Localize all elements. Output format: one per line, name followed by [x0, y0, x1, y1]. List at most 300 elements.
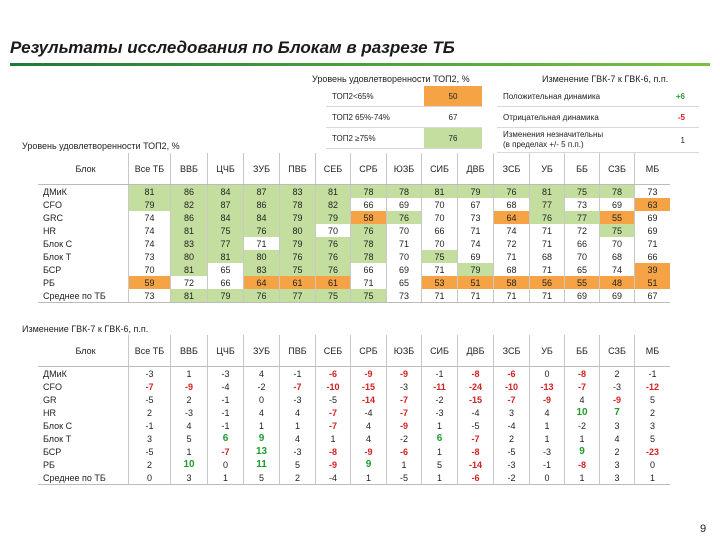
table-cell: 1	[422, 419, 458, 432]
table-cell: -5	[129, 445, 171, 458]
table-cell: 9	[244, 432, 280, 445]
table-row	[38, 224, 670, 237]
table-cell: -7	[316, 419, 351, 432]
table-cell: 1	[244, 419, 280, 432]
table-cell: 3	[600, 419, 635, 432]
table-cell: 83	[171, 237, 208, 250]
table-cell: 71	[422, 289, 458, 303]
table-cell: -9	[387, 419, 422, 432]
table-cell: 2	[171, 393, 208, 406]
table-cell: 55	[600, 211, 635, 224]
column-header: ВВБ	[171, 335, 208, 367]
table-cell: 74	[458, 237, 494, 250]
column-header: ЮЗБ	[387, 335, 422, 367]
table-cell: 76	[280, 250, 316, 263]
legend-left-caption: Уровень удовлетворенности ТОП2, %	[312, 74, 470, 84]
table-cell: 70	[565, 250, 600, 263]
table-cell: 70	[422, 198, 458, 211]
table-cell: -7	[494, 393, 530, 406]
table-cell: 75	[565, 185, 600, 199]
table-cell: -4	[458, 406, 494, 419]
table-cell: 5	[649, 433, 655, 444]
table-cell: 71	[244, 237, 280, 250]
table-cell: 73	[387, 289, 422, 303]
table-cell: 70	[600, 237, 635, 250]
table-cell: 58	[351, 211, 387, 224]
row-label: Среднее по ТБ	[38, 289, 129, 303]
table-cell: 55	[565, 276, 600, 289]
table-cell: 64	[244, 276, 280, 289]
table-cell: 1	[422, 445, 458, 458]
column-header: СЗБ	[600, 153, 635, 185]
table-cell: -1	[648, 368, 657, 379]
header-row	[38, 335, 670, 367]
legend-row	[326, 107, 482, 128]
column-header: ЦЧБ	[208, 153, 244, 185]
table-row	[38, 445, 670, 458]
table-cell: 86	[171, 185, 208, 199]
legend-neutral-value: 1	[639, 128, 699, 153]
table-cell: 66	[647, 251, 658, 262]
table-cell: -6	[494, 367, 530, 381]
table-cell: -2	[494, 471, 530, 485]
table-cell: 9	[565, 445, 600, 458]
table2-caption: Изменение ГВК-7 к ГВК-6, п.п.	[22, 324, 149, 334]
legend-right-caption: Изменение ГВК-7 к ГВК-6, п.п.	[542, 74, 669, 84]
table-cell: 66	[422, 224, 458, 237]
table-cell: 13	[244, 445, 280, 458]
legend-positive-value: +6	[639, 86, 699, 107]
column-header: ББ	[565, 153, 600, 185]
column-header: СЕБ	[316, 335, 351, 367]
table-cell: 1	[635, 471, 671, 485]
table-row	[38, 211, 670, 224]
table-cell: 66	[565, 237, 600, 250]
table-cell: -7	[208, 445, 244, 458]
table-cell: 78	[387, 185, 422, 199]
title-underline	[10, 63, 710, 66]
row-label: HR	[38, 406, 129, 419]
table-cell: -7	[387, 406, 422, 419]
table-cell: 75	[351, 289, 387, 303]
table-row	[38, 198, 670, 211]
table-cell: 79	[316, 211, 351, 224]
table-cell: 5	[422, 458, 458, 471]
table-cell: -1	[280, 367, 316, 381]
header-row	[38, 153, 670, 185]
column-header: ПВБ	[280, 153, 316, 185]
table-cell: -3	[422, 406, 458, 419]
table-row	[38, 237, 670, 250]
legend-label: Положительная динамика	[497, 86, 639, 107]
column-header: ББ	[565, 335, 600, 367]
table-cell: 4	[351, 432, 387, 445]
table-cell: 76	[351, 224, 387, 237]
table-cell: -15	[351, 380, 387, 393]
table-cell: 70	[422, 237, 458, 250]
table-cell: -4	[494, 419, 530, 432]
table-cell: 4	[530, 406, 565, 419]
table-cell: 77	[565, 211, 600, 224]
table-cell: 2	[129, 458, 171, 471]
column-header: СРБ	[351, 335, 387, 367]
table-cell: 76	[244, 289, 280, 303]
table-cell: 74	[129, 237, 171, 250]
table-cell: 71	[494, 250, 530, 263]
row-label: CFO	[38, 198, 129, 211]
table-cell: 5	[280, 458, 316, 471]
table-cell: 6	[422, 432, 458, 445]
table-cell: 7	[600, 406, 635, 419]
table-cell: -9	[530, 393, 565, 406]
table-cell: 78	[351, 250, 387, 263]
table-cell: 2	[129, 406, 171, 419]
table-cell: 68	[530, 250, 565, 263]
table-cell: -5	[494, 445, 530, 458]
table-cell: 5	[649, 394, 655, 405]
table-cell: 75	[316, 289, 351, 303]
table-cell: 69	[600, 198, 635, 211]
column-header: ВВБ	[171, 153, 208, 185]
legend-row	[497, 86, 699, 107]
legend-label: ТОП2 ≥75%	[326, 128, 424, 149]
table-cell: 81	[171, 224, 208, 237]
column-header: Все ТБ	[129, 335, 171, 367]
row-label: Блок С	[38, 237, 129, 250]
table-cell: 78	[351, 185, 387, 199]
table-cell: -3	[171, 406, 208, 419]
legend-satisfaction	[326, 86, 482, 149]
table-cell: -2	[244, 380, 280, 393]
table-cell: 73	[458, 211, 494, 224]
table-cell: 1	[280, 419, 316, 432]
table-cell: 76	[316, 250, 351, 263]
column-header: ЗУБ	[244, 335, 280, 367]
table-cell: 5	[171, 432, 208, 445]
column-header: ЗСБ	[494, 335, 530, 367]
table-cell: -5	[458, 419, 494, 432]
table-cell: 4	[280, 432, 316, 445]
table-cell: -10	[494, 380, 530, 393]
legend-swatch-mid: 67	[424, 107, 482, 128]
table-cell: 65	[565, 263, 600, 276]
table-cell: 1	[565, 432, 600, 445]
column-header: СИБ	[422, 153, 458, 185]
table-cell: 1	[316, 432, 351, 445]
legend-row	[497, 107, 699, 128]
table-cell: 70	[316, 224, 351, 237]
table-cell: -5	[129, 393, 171, 406]
row-label: Блок Т	[38, 250, 129, 263]
table-cell: 79	[280, 211, 316, 224]
table-cell: 81	[316, 185, 351, 199]
column-header: Все ТБ	[129, 153, 171, 185]
table-row	[38, 185, 670, 199]
table-cell: 73	[129, 289, 171, 303]
table-cell: 81	[208, 250, 244, 263]
table-cell: -6	[458, 471, 494, 485]
table-cell: 2	[600, 367, 635, 381]
satisfaction-table	[38, 153, 670, 303]
table-cell: 77	[208, 237, 244, 250]
table-cell: 78	[351, 237, 387, 250]
table-cell: 78	[280, 198, 316, 211]
table-cell: 70	[129, 263, 171, 276]
table-cell: 87	[208, 198, 244, 211]
column-header: ДВБ	[458, 153, 494, 185]
table-cell: -3	[600, 380, 635, 393]
table-row	[38, 432, 670, 445]
table-cell: 71	[530, 224, 565, 237]
table-cell: 66	[208, 276, 244, 289]
table-cell: -7	[316, 406, 351, 419]
table-cell: 70	[422, 211, 458, 224]
table-cell: -7	[458, 432, 494, 445]
table-cell: 0	[530, 471, 565, 485]
table-cell: 1	[422, 471, 458, 485]
table-cell: -2	[422, 393, 458, 406]
table-cell: 1	[565, 471, 600, 485]
table-cell: 77	[530, 198, 565, 211]
table-cell: 72	[494, 237, 530, 250]
table-cell: -8	[458, 367, 494, 381]
table-cell: 80	[244, 250, 280, 263]
table-cell: 74	[600, 263, 635, 276]
page-title: Результаты исследования по Блокам в разрезе ТБ	[10, 38, 455, 57]
table-cell: 70	[387, 250, 422, 263]
legend-label: Изменения незначительны (в пределах +/- 5 п.п.)	[497, 128, 639, 153]
table-cell: 87	[244, 185, 280, 199]
legend-change	[497, 86, 699, 153]
column-header: СИБ	[422, 335, 458, 367]
table-cell: 73	[129, 250, 171, 263]
table-cell: 1	[208, 471, 244, 485]
table-cell: -8	[565, 367, 600, 381]
table-cell: -7	[387, 393, 422, 406]
column-header: ЗСБ	[494, 153, 530, 185]
table-cell: 0	[244, 393, 280, 406]
table-row	[38, 419, 670, 432]
table-row	[38, 458, 670, 471]
table-cell: 65	[208, 263, 244, 276]
table-cell: -9	[351, 367, 387, 381]
table-cell: 68	[600, 250, 635, 263]
table-cell: -3	[494, 458, 530, 471]
table-row	[38, 276, 670, 289]
table-cell: 58	[494, 276, 530, 289]
table-cell: 81	[530, 185, 565, 199]
table-cell: 2	[649, 407, 655, 418]
table-cell: 79	[129, 198, 171, 211]
table-cell: -3	[387, 380, 422, 393]
table-cell: 4	[565, 393, 600, 406]
table-cell: 1	[530, 432, 565, 445]
table-cell: -9	[316, 458, 351, 471]
table-cell: 84	[208, 211, 244, 224]
table-cell: -24	[458, 380, 494, 393]
legend-row	[326, 86, 482, 107]
table-row	[38, 250, 670, 263]
table-cell: 1	[351, 471, 387, 485]
table-row	[38, 471, 670, 485]
table-cell: 3	[600, 471, 635, 485]
table-cell: 83	[244, 263, 280, 276]
table-cell: 72	[171, 276, 208, 289]
table1-caption: Уровень удовлетворенности ТОП2, %	[22, 141, 180, 151]
table-cell: 4	[351, 419, 387, 432]
table-cell: 61	[280, 276, 316, 289]
table-cell: -14	[458, 458, 494, 471]
column-header: ЗУБ	[244, 153, 280, 185]
table-cell: -6	[387, 445, 422, 458]
table-cell: -1	[129, 419, 171, 432]
table-cell: 0	[208, 458, 244, 471]
change-table	[38, 335, 670, 485]
table-cell: 51	[458, 276, 494, 289]
table-cell: 79	[208, 289, 244, 303]
table-cell: 84	[208, 185, 244, 199]
table-cell: 71	[458, 289, 494, 303]
table-cell: -3	[208, 367, 244, 381]
row-label: БСР	[38, 263, 129, 276]
column-header: СЕБ	[316, 153, 351, 185]
table-cell: 69	[565, 289, 600, 303]
table-cell: 69	[647, 212, 658, 223]
column-header: Блок	[38, 335, 129, 367]
table-cell: 4	[244, 406, 280, 419]
table-cell: 80	[171, 250, 208, 263]
table-row	[38, 380, 670, 393]
table-cell: -2	[387, 432, 422, 445]
table-cell: 76	[387, 211, 422, 224]
table-cell: -7	[280, 380, 316, 393]
table-cell: 3	[494, 406, 530, 419]
table-cell: 56	[530, 276, 565, 289]
table-cell: -4	[316, 471, 351, 485]
table-cell: 5	[244, 471, 280, 485]
table-cell: 1	[171, 367, 208, 381]
table-cell: -9	[171, 380, 208, 393]
table-cell: 3	[600, 458, 635, 471]
table-row	[38, 289, 670, 303]
table-cell: 66	[351, 198, 387, 211]
table-cell: 67	[458, 198, 494, 211]
table-cell: 76	[316, 237, 351, 250]
table-cell: 77	[280, 289, 316, 303]
table-cell: -4	[351, 406, 387, 419]
table-cell: 79	[458, 263, 494, 276]
table-cell: 2	[600, 445, 635, 458]
table-cell: 39	[635, 263, 671, 276]
table-cell: -7	[565, 380, 600, 393]
table-cell: 48	[600, 276, 635, 289]
table-cell: 81	[129, 185, 171, 199]
table-cell: 74	[129, 224, 171, 237]
table-cell: 82	[171, 198, 208, 211]
table-cell: 76	[530, 211, 565, 224]
row-label: РБ	[38, 276, 129, 289]
table-cell: -1	[208, 419, 244, 432]
column-header: СЗБ	[600, 335, 635, 367]
table-cell: 64	[494, 211, 530, 224]
table-cell: 72	[565, 224, 600, 237]
row-label: ДМиК	[38, 367, 129, 381]
table-cell: 67	[635, 289, 671, 303]
table-cell: 71	[494, 289, 530, 303]
table-cell: 84	[244, 211, 280, 224]
table-cell: 69	[387, 263, 422, 276]
table-cell: 82	[316, 198, 351, 211]
row-label: РБ	[38, 458, 129, 471]
column-header: СРБ	[351, 153, 387, 185]
table-cell: 81	[422, 185, 458, 199]
table-cell: -23	[645, 446, 659, 457]
row-label: Блок Т	[38, 432, 129, 445]
table-cell: 86	[244, 198, 280, 211]
table-cell: -14	[351, 393, 387, 406]
table-cell: -1	[422, 367, 458, 381]
table-cell: 59	[129, 276, 171, 289]
table-cell: 70	[387, 224, 422, 237]
table-cell: -13	[530, 380, 565, 393]
table-cell: 10	[565, 406, 600, 419]
table-cell: 81	[171, 263, 208, 276]
table-cell: -8	[565, 458, 600, 471]
legend-swatch-low: 50	[424, 86, 482, 107]
column-header: ЮЗБ	[387, 153, 422, 185]
column-header: ПВБ	[280, 335, 316, 367]
table-cell: 65	[387, 276, 422, 289]
table-cell: 79	[280, 237, 316, 250]
legend-label: ТОП2 65%-74%	[326, 107, 424, 128]
table-cell: 6	[208, 432, 244, 445]
row-label: БСР	[38, 445, 129, 458]
table-row	[38, 393, 670, 406]
table-cell: -11	[422, 380, 458, 393]
table-cell: 76	[316, 263, 351, 276]
page-number: 9	[700, 523, 707, 535]
table-cell: -3	[280, 445, 316, 458]
table-cell: 71	[530, 237, 565, 250]
table-cell: 76	[244, 224, 280, 237]
table-cell: 80	[280, 224, 316, 237]
table-cell: -5	[316, 393, 351, 406]
table-cell: 0	[530, 367, 565, 381]
table-cell: 2	[280, 471, 316, 485]
legend-row	[326, 128, 482, 149]
table-cell: -1	[530, 458, 565, 471]
column-header: ДВБ	[458, 335, 494, 367]
table-cell: 76	[494, 185, 530, 199]
table-cell: 71	[647, 238, 658, 249]
table-cell: 71	[530, 289, 565, 303]
table-cell: -10	[316, 380, 351, 393]
table-cell: 86	[171, 211, 208, 224]
row-label: Блок С	[38, 419, 129, 432]
table-cell: 66	[351, 263, 387, 276]
table-row	[38, 367, 670, 381]
table-cell: 73	[565, 198, 600, 211]
table-cell: -5	[387, 471, 422, 485]
table-cell: 79	[458, 185, 494, 199]
table-cell: 10	[171, 458, 208, 471]
row-label: CFO	[38, 380, 129, 393]
table-cell: 3	[649, 420, 655, 431]
table-cell: 68	[494, 263, 530, 276]
table-cell: 51	[635, 276, 671, 289]
table-cell: 69	[458, 250, 494, 263]
table-cell: -3	[129, 367, 171, 381]
